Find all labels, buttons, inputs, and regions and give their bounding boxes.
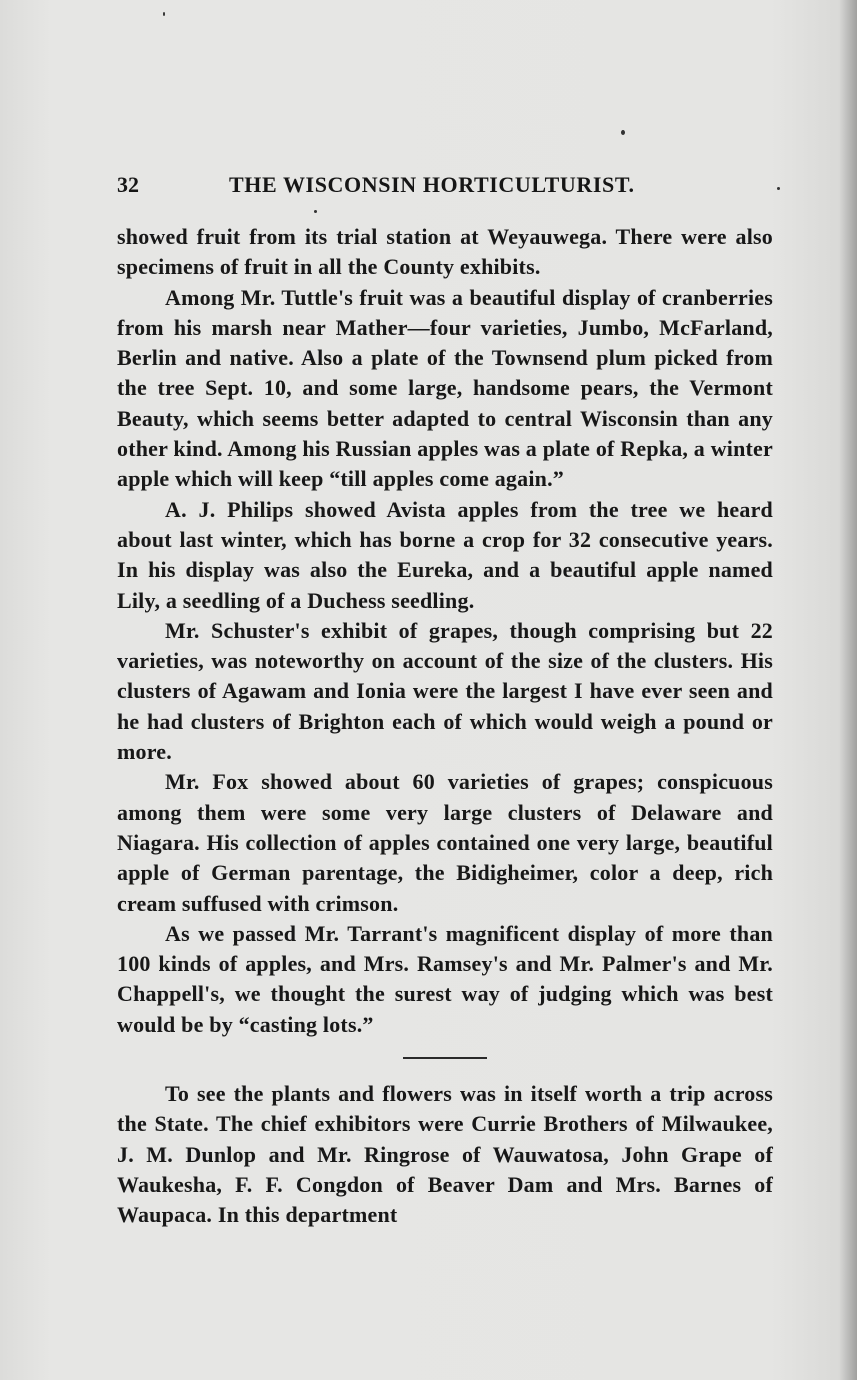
paragraph: Mr. Schuster's exhibit of grapes, though comprising but 22 varieties, was noteworthy on account of the size of the clusters. His clusters of Agawam and Ionia were the largest I have ever seen and he had clusters of Brighton each of which would weigh a pound or more.	[117, 617, 773, 765]
scan-speck	[777, 187, 780, 190]
article-body	[117, 222, 773, 1231]
paragraph: To see the plants and flowers was in itself worth a trip across the State. The chief exhibitors were Currie Brothers of Milwaukee, J. M. Dunlop and Mr. Ringrose of Wauwatosa, John Grape of Waukesha, F. F. Congdon of Beaver Dam and Mrs. Barnes of Waupaca. In this department	[117, 1081, 773, 1228]
page-edge-shadow	[839, 0, 857, 1380]
page-number: 32	[117, 172, 139, 197]
paragraph: As we passed Mr. Tarrant's magnificent display of more than 100 kinds of apples, and Mrs. Ramsey's and Mr. Palmer's and Mr. Chappell's, we thought the surest way of judging which was best would be by “casting lots.”	[117, 920, 773, 1037]
running-head: THE WISCONSIN HORTICULTURIST.	[229, 172, 635, 197]
paragraph: Among Mr. Tuttle's fruit was a beautiful display of cranberries from his marsh near Mather—four varieties, Jumbo, McFarland, Berlin and native. Also a plate of the Townsend plum picked from the tree Sept. 10, and some large, handsome pears, the Vermont Beauty, which seems better adapted to central Wisconsin than any other kind. Among his Russian apples was a plate of Repka, a winter apple which will keep “till apples come again.”	[117, 284, 773, 492]
page-header	[117, 168, 777, 204]
scan-speck	[163, 12, 165, 16]
paragraph: showed fruit from its trial station at Weyauwega. There were also specimens of fruit in all the County exhibits.	[117, 224, 773, 280]
section-divider	[403, 1057, 487, 1059]
scan-speck	[621, 130, 625, 135]
scan-speck	[314, 210, 317, 213]
paragraph: Mr. Fox showed about 60 varieties of grapes; conspicuous among them were some very large clusters of Delaware and Niagara. His collection of apples contained one very large, beautiful apple of German parentage, the Bidigheimer, color a deep, rich cream suffused with crimson.	[117, 769, 773, 916]
paragraph: A. J. Philips showed Avista apples from the tree we heard about last winter, which has borne a crop for 32 consecutive years. In his display was also the Eureka, and a beautiful apple named Lily, a seedling of a Duchess seedling.	[117, 496, 773, 613]
